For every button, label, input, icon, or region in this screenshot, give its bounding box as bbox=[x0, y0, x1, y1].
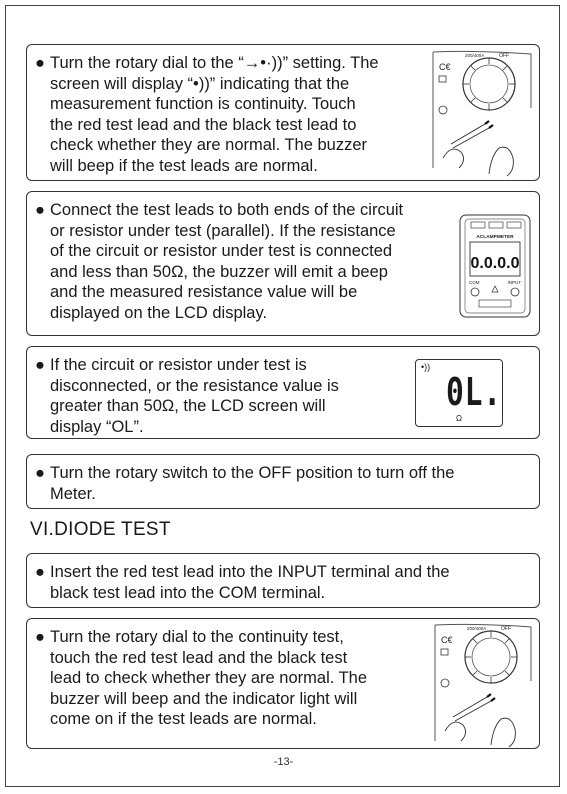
text-line: touch the red test lead and the black test bbox=[50, 648, 348, 667]
text-line: Turn the rotary dial to the continuity test, bbox=[50, 628, 344, 646]
dial-range-label: 200/400A bbox=[465, 53, 485, 58]
text-line: measurement function is continuity. Touch bbox=[50, 95, 356, 114]
text-line: come on if the test leads are normal. bbox=[50, 710, 317, 729]
text-line: Turn the rotary dial to the “→•·))” setting. The bbox=[50, 54, 379, 72]
text-line: If the circuit or resistor under test is bbox=[50, 356, 307, 374]
dial-off-label: OFF bbox=[501, 626, 511, 632]
text-line: and the measured resistance value will be bbox=[50, 283, 358, 302]
text-line: display “OL”. bbox=[50, 417, 144, 436]
clamp-meter-dial-illustration bbox=[407, 621, 537, 748]
clamp-meter-dial-illustration bbox=[403, 48, 537, 178]
text-line: and less than 50Ω, the buzzer will emit a beep bbox=[50, 262, 388, 281]
text-line: Connect the test leads to both ends of the circuit bbox=[50, 201, 404, 219]
meter-brand-label: ACLAMPMETER bbox=[476, 235, 514, 240]
svg-text:C€: C€ bbox=[439, 62, 451, 72]
dial-range-label: 200/400A bbox=[467, 626, 487, 631]
text-line: screen will display “•))” indicating that the bbox=[50, 74, 350, 93]
instruction-text: ● Turn the rotary switch to the OFF position to turn off the Meter. bbox=[35, 464, 455, 503]
instruction-box-connect-leads bbox=[26, 191, 540, 336]
instruction-box-continuity-setup bbox=[26, 44, 540, 181]
text-line: of the circuit or resistor under test is connected bbox=[50, 242, 393, 261]
instruction-box-insert-leads bbox=[26, 553, 540, 608]
lcd-unit: Ω bbox=[456, 414, 462, 423]
text-line: disconnected, or the resistance value is bbox=[50, 376, 339, 395]
instruction-text: ● Turn the rotary dial to the continuity test, touch the red test lead and the black test lead to check whether they are normal. The buzzer will beep and the indicator light will come on if the test leads are normal. bbox=[35, 628, 368, 729]
page-number: -13- bbox=[273, 756, 294, 768]
text-line: displayed on the LCD display. bbox=[50, 303, 268, 322]
lcd-reading: 0L. bbox=[446, 370, 502, 414]
instruction-box-diode-continuity bbox=[26, 618, 540, 749]
meter-com-label: COM bbox=[469, 280, 480, 285]
lcd-display-ol bbox=[415, 359, 503, 427]
meter-reading: 0.0.0.0 bbox=[470, 255, 520, 272]
instruction-text: ● Turn the rotary dial to the “→•·))” setting. The screen will display “•))” indicating that the measurement function is continuity. Touch the red test lead and the black test lead to check whether they are normal. The buzzer will beep if the test leads are normal. bbox=[35, 54, 379, 175]
instruction-box-turn-off bbox=[26, 454, 540, 509]
dial-off-label: OFF bbox=[499, 53, 509, 59]
meter-input-label: INPUT bbox=[507, 280, 521, 285]
text-line: black test lead into the COM terminal. bbox=[50, 583, 326, 602]
instruction-text: ● If the circuit or resistor under test is disconnected, or the resistance value is greater than 50Ω, the LCD screen will display “OL”. bbox=[35, 356, 339, 436]
text-line: check whether they are normal. The buzzer bbox=[50, 136, 368, 155]
text-line: Insert the red test lead into the INPUT terminal and the bbox=[50, 563, 450, 581]
instruction-text: ● Connect the test leads to both ends of the circuit or resistor under test (parallel). If the resistance of the circuit or resistor under test is connected and less than 50Ω, the buzzer will emit a beep and the measured resistance value will be displayed on the LCD display. bbox=[35, 201, 404, 322]
text-line: Turn the rotary switch to the OFF position to turn off the bbox=[50, 464, 455, 482]
instruction-box-open-circuit bbox=[26, 346, 540, 439]
continuity-icon: •)) bbox=[421, 362, 431, 372]
text-line: greater than 50Ω, the LCD screen will bbox=[50, 397, 326, 416]
text-line: will beep if the test leads are normal. bbox=[50, 156, 318, 175]
svg-text:C€: C€ bbox=[441, 635, 453, 645]
clamp-meter-front-illustration bbox=[459, 214, 531, 318]
text-line: buzzer will beep and the indicator light will bbox=[50, 689, 358, 708]
instruction-text: ● Insert the red test lead into the INPUT terminal and the black test lead into the COM terminal. bbox=[35, 563, 450, 602]
text-line: or resistor under test (parallel). If the resistance bbox=[50, 221, 396, 240]
text-line: lead to check whether they are normal. The bbox=[50, 669, 368, 688]
section-title: VI.DIODE TEST bbox=[30, 519, 171, 540]
text-line: the red test lead and the black test lead to bbox=[50, 115, 357, 134]
text-line: Meter. bbox=[50, 484, 96, 503]
